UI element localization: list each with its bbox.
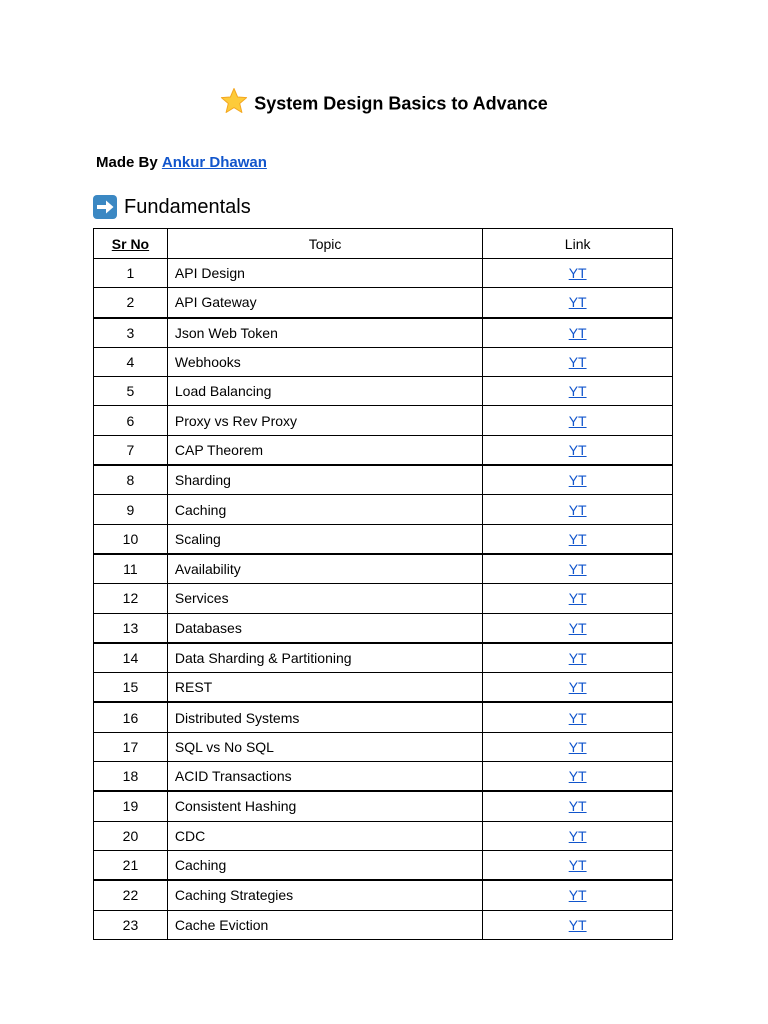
table-row — [94, 702, 673, 732]
cell-sr-no: 14 — [94, 643, 168, 673]
cell-sr-no: 1 — [94, 259, 168, 288]
cell-topic: CAP Theorem — [167, 435, 482, 465]
cell-link — [483, 880, 673, 910]
cell-link — [483, 791, 673, 821]
cell-topic: Cache Eviction — [167, 910, 482, 939]
cell-topic: Consistent Hashing — [167, 791, 482, 821]
cell-topic: Json Web Token — [167, 318, 482, 348]
cell-sr-no: 3 — [94, 318, 168, 348]
cell-sr-no: 7 — [94, 435, 168, 465]
cell-link — [483, 347, 673, 376]
cell-topic: Data Sharding & Partitioning — [167, 643, 482, 673]
made-by-line — [96, 154, 267, 172]
cell-link — [483, 495, 673, 524]
cell-topic: Services — [167, 584, 482, 613]
table-row — [94, 584, 673, 613]
table-row — [94, 732, 673, 761]
cell-link — [483, 850, 673, 880]
yt-link[interactable]: YT — [568, 768, 587, 785]
cell-sr-no: 20 — [94, 821, 168, 850]
cell-link — [483, 584, 673, 613]
cell-sr-no: 23 — [94, 910, 168, 939]
cell-link — [483, 377, 673, 406]
yt-link[interactable]: YT — [568, 441, 587, 458]
cell-link — [483, 318, 673, 348]
cell-topic: Caching Strategies — [167, 880, 482, 910]
table-body — [94, 259, 673, 940]
cell-topic: ACID Transactions — [167, 762, 482, 792]
cell-link — [483, 643, 673, 673]
document-title — [0, 86, 768, 119]
cell-link — [483, 406, 673, 435]
right-arrow-icon — [93, 195, 117, 219]
yt-link[interactable]: YT — [568, 324, 587, 341]
table-row — [94, 377, 673, 406]
yt-link[interactable]: YT — [568, 530, 587, 547]
yt-link[interactable]: YT — [568, 916, 587, 933]
cell-topic: CDC — [167, 821, 482, 850]
fundamentals-table — [93, 228, 673, 940]
cell-link — [483, 465, 673, 495]
cell-sr-no: 12 — [94, 584, 168, 613]
table-row — [94, 613, 673, 643]
made-by-label: Made By — [96, 154, 158, 171]
cell-sr-no: 17 — [94, 732, 168, 761]
cell-link — [483, 702, 673, 732]
yt-link[interactable]: YT — [568, 709, 587, 726]
table-row — [94, 850, 673, 880]
cell-topic: Distributed Systems — [167, 702, 482, 732]
section-heading-text: Fundamentals — [124, 196, 251, 218]
header-link: Link — [483, 229, 673, 259]
table-row — [94, 435, 673, 465]
cell-sr-no: 15 — [94, 673, 168, 703]
yt-link[interactable]: YT — [568, 294, 587, 311]
cell-sr-no: 6 — [94, 406, 168, 435]
cell-topic: Availability — [167, 554, 482, 584]
table-row — [94, 762, 673, 792]
table-row — [94, 524, 673, 554]
table-row — [94, 347, 673, 376]
author-link[interactable]: Ankur Dhawan — [161, 154, 267, 171]
cell-topic: Sharding — [167, 465, 482, 495]
yt-link[interactable]: YT — [568, 619, 587, 636]
yt-link[interactable]: YT — [568, 383, 587, 400]
cell-link — [483, 259, 673, 288]
cell-link — [483, 732, 673, 761]
table-row — [94, 910, 673, 939]
table-row — [94, 791, 673, 821]
yt-link[interactable]: YT — [568, 501, 587, 518]
cell-link — [483, 613, 673, 643]
cell-sr-no: 4 — [94, 347, 168, 376]
cell-link — [483, 821, 673, 850]
table-row — [94, 643, 673, 673]
cell-sr-no: 11 — [94, 554, 168, 584]
cell-sr-no: 9 — [94, 495, 168, 524]
yt-link[interactable]: YT — [568, 561, 587, 578]
cell-topic: Proxy vs Rev Proxy — [167, 406, 482, 435]
cell-sr-no: 22 — [94, 880, 168, 910]
cell-topic: Scaling — [167, 524, 482, 554]
yt-link[interactable]: YT — [568, 472, 587, 489]
cell-link — [483, 288, 673, 318]
yt-link[interactable]: YT — [568, 798, 587, 815]
cell-topic: REST — [167, 673, 482, 703]
yt-link[interactable]: YT — [568, 679, 587, 696]
table-header-row — [94, 229, 673, 259]
cell-link — [483, 524, 673, 554]
yt-link[interactable]: YT — [568, 738, 587, 755]
table-row — [94, 495, 673, 524]
table-row — [94, 554, 673, 584]
cell-topic: API Gateway — [167, 288, 482, 318]
section-heading — [93, 194, 251, 220]
cell-sr-no: 19 — [94, 791, 168, 821]
yt-link[interactable]: YT — [568, 412, 587, 429]
cell-sr-no: 2 — [94, 288, 168, 318]
cell-sr-no: 13 — [94, 613, 168, 643]
cell-sr-no: 8 — [94, 465, 168, 495]
yt-link[interactable]: YT — [568, 857, 587, 874]
cell-topic: SQL vs No SQL — [167, 732, 482, 761]
cell-sr-no: 10 — [94, 524, 168, 554]
table-row — [94, 288, 673, 318]
cell-link — [483, 910, 673, 939]
cell-topic: Caching — [167, 850, 482, 880]
cell-topic: Webhooks — [167, 347, 482, 376]
yt-link[interactable]: YT — [568, 887, 587, 904]
cell-sr-no: 5 — [94, 377, 168, 406]
cell-sr-no: 21 — [94, 850, 168, 880]
title-text: System Design Basics to Advance — [254, 93, 548, 114]
cell-sr-no: 18 — [94, 762, 168, 792]
cell-topic: API Design — [167, 259, 482, 288]
cell-link — [483, 762, 673, 792]
table-row — [94, 406, 673, 435]
star-icon — [220, 87, 248, 115]
yt-link[interactable]: YT — [568, 827, 587, 844]
cell-link — [483, 673, 673, 703]
table-row — [94, 673, 673, 703]
cell-sr-no: 16 — [94, 702, 168, 732]
yt-link[interactable]: YT — [568, 590, 587, 607]
table-row — [94, 259, 673, 288]
yt-link[interactable]: YT — [568, 265, 587, 282]
header-topic: Topic — [167, 229, 482, 259]
table-row — [94, 465, 673, 495]
table-row — [94, 318, 673, 348]
header-sr-no: Sr No — [94, 229, 168, 259]
table-row — [94, 821, 673, 850]
cell-topic: Load Balancing — [167, 377, 482, 406]
cell-link — [483, 435, 673, 465]
cell-topic: Caching — [167, 495, 482, 524]
cell-topic: Databases — [167, 613, 482, 643]
yt-link[interactable]: YT — [568, 354, 587, 371]
table-row — [94, 880, 673, 910]
cell-link — [483, 554, 673, 584]
yt-link[interactable]: YT — [568, 650, 587, 666]
